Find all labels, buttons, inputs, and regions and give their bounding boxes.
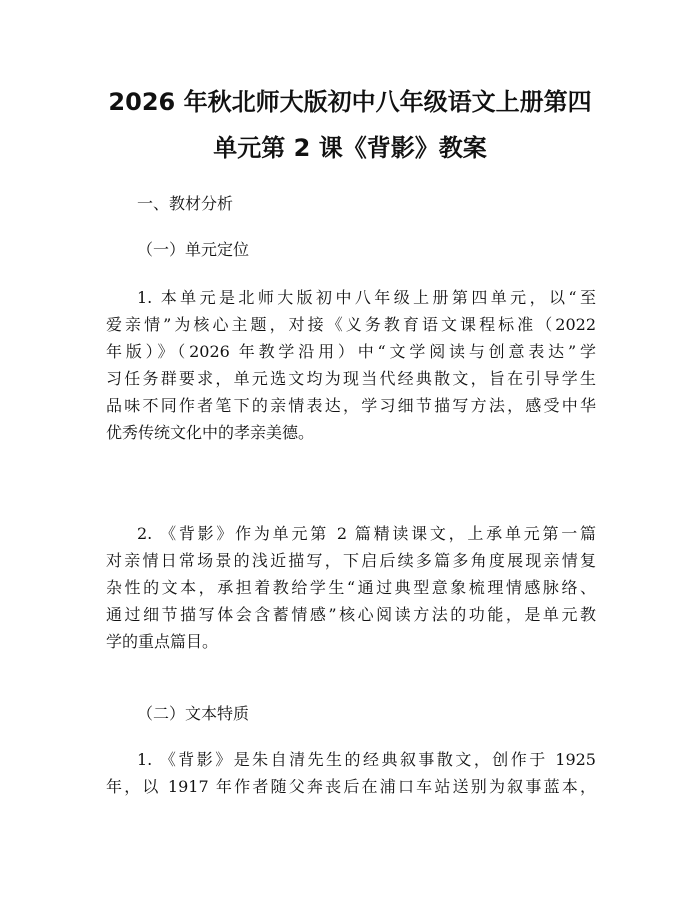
document-title-line-1: 2026 年秋北师大版初中八年级语文上册第四 <box>108 88 592 116</box>
subsection-heading-text-characteristics: （二）文本特质 <box>137 704 250 723</box>
text-line: 通过细节描写体会含蓄情感”核心阅读方法的功能，是单元教 <box>106 605 596 624</box>
section-heading-textbook-analysis: 一、教材分析 <box>137 194 234 213</box>
paragraph-text-characteristics-1 <box>106 746 596 800</box>
paragraph-unit-positioning-1 <box>106 284 596 446</box>
text-line: 爱亲情”为核心主题，对接《义务教育语文课程标准（2022 <box>106 315 596 334</box>
text-line: 品味不同作者笔下的亲情表达，学习细节描写方法，感受中华 <box>106 396 596 415</box>
text-line: 学的重点篇目。 <box>106 632 219 651</box>
paragraph-unit-positioning-2 <box>106 520 596 655</box>
text-line: 1. 本单元是北师大版初中八年级上册第四单元，以“至 <box>137 288 596 307</box>
text-line: 杂性的文本，承担着教给学生“通过典型意象梳理情感脉络、 <box>106 578 596 597</box>
subsection-heading-unit-positioning: （一）单元定位 <box>137 240 250 259</box>
text-line: 优秀传统文化中的孝亲美德。 <box>106 423 315 442</box>
text-line: 年版）》（2026 年教学沿用）中“文学阅读与创意表达”学 <box>106 342 596 361</box>
text-line: 2. 《背影》作为单元第 2 篇精读课文，上承单元第一篇 <box>137 524 596 543</box>
text-line: 对亲情日常场景的浅近描写，下启后续多篇多角度展现亲情复 <box>106 551 596 570</box>
text-line: 年，以 1917 年作者随父奔丧后在浦口车站送别为叙事蓝本， <box>106 777 596 796</box>
text-line: 习任务群要求，单元选文均为现当代经典散文，旨在引导学生 <box>106 369 596 388</box>
document-title-line-2: 单元第 2 课《背影》教案 <box>213 134 487 162</box>
text-line: 1. 《背影》是朱自清先生的经典叙事散文，创作于 1925 <box>137 750 596 769</box>
